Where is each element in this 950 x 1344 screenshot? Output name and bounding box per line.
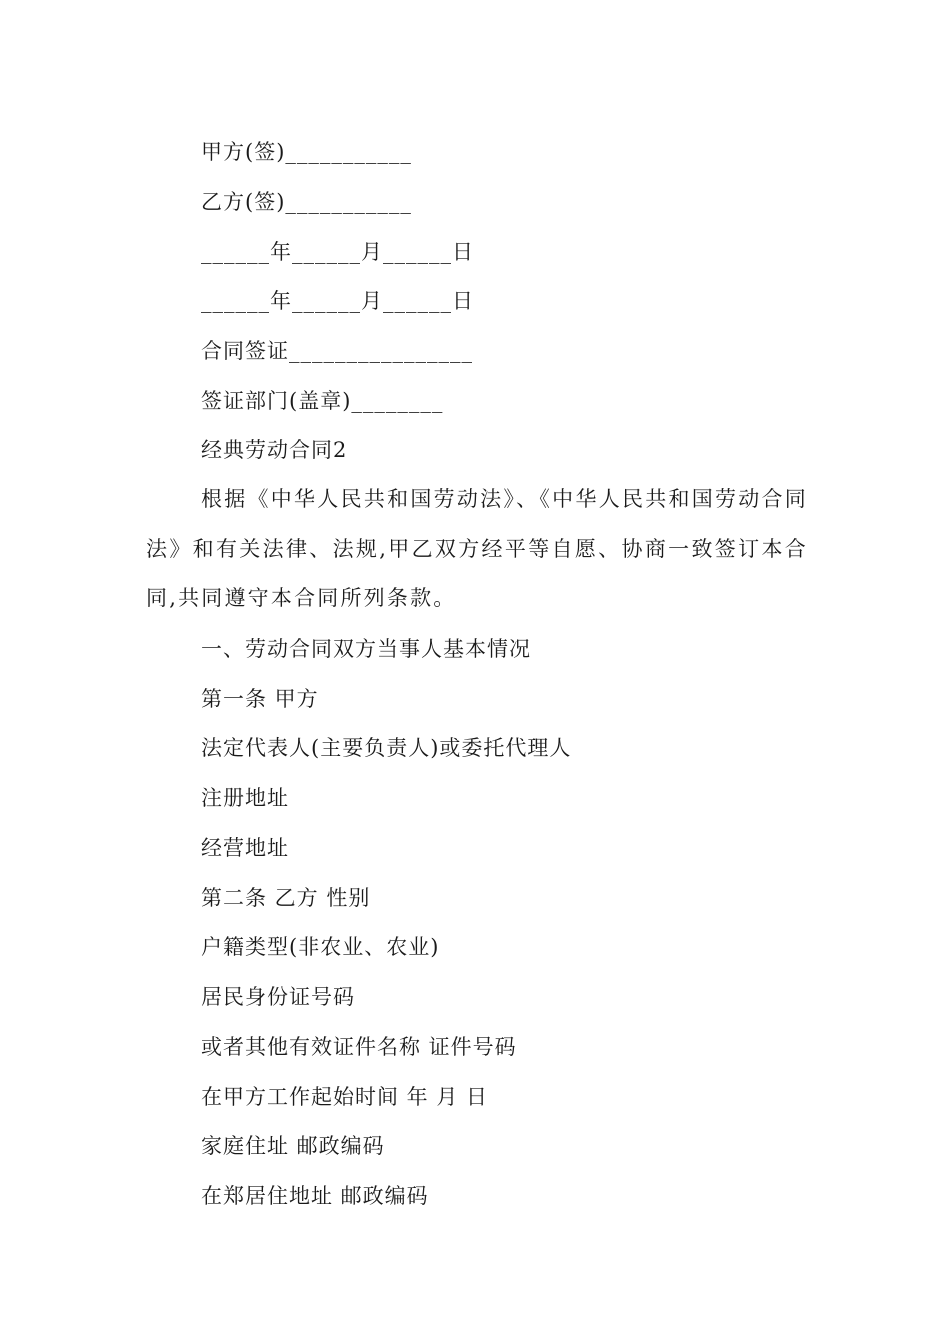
registered-address-line: 注册地址 bbox=[201, 786, 289, 810]
local-address-line: 在郑居住地址 邮政编码 bbox=[201, 1184, 429, 1208]
contract-endorsement-line: 合同签证________________ bbox=[201, 339, 473, 363]
article-1-party-a: 第一条 甲方 bbox=[201, 687, 319, 711]
article-2-party-b: 第二条 乙方 性别 bbox=[201, 886, 371, 910]
legal-representative-line: 法定代表人(主要负责人)或委托代理人 bbox=[201, 736, 572, 760]
home-address-line: 家庭住址 邮政编码 bbox=[201, 1134, 385, 1158]
section-title: 经典劳动合同2 bbox=[201, 438, 348, 462]
chapter-heading: 一、劳动合同双方当事人基本情况 bbox=[201, 637, 531, 661]
date-line-1: ______年______月______日 bbox=[201, 240, 474, 264]
party-b-signature-line: 乙方(签)___________ bbox=[201, 190, 412, 214]
other-id-line: 或者其他有效证件名称 证件号码 bbox=[201, 1035, 517, 1059]
start-date-line: 在甲方工作起始时间 年 月 日 bbox=[201, 1085, 489, 1109]
id-number-line: 居民身份证号码 bbox=[201, 985, 355, 1009]
party-a-signature-line: 甲方(签)___________ bbox=[201, 140, 412, 164]
endorsement-department-line: 签证部门(盖章)________ bbox=[201, 389, 444, 413]
business-address-line: 经营地址 bbox=[201, 836, 289, 860]
intro-paragraph: 根据《中华人民共和国劳动法》、《中华人民共和国劳动合同法》和有关法律、法规,甲乙双方经平等自愿、协商一致签订本合同,共同遵守本合同所列条款。 bbox=[146, 487, 808, 611]
date-line-2: ______年______月______日 bbox=[201, 289, 474, 313]
household-type-line: 户籍类型(非农业、农业) bbox=[201, 935, 440, 959]
